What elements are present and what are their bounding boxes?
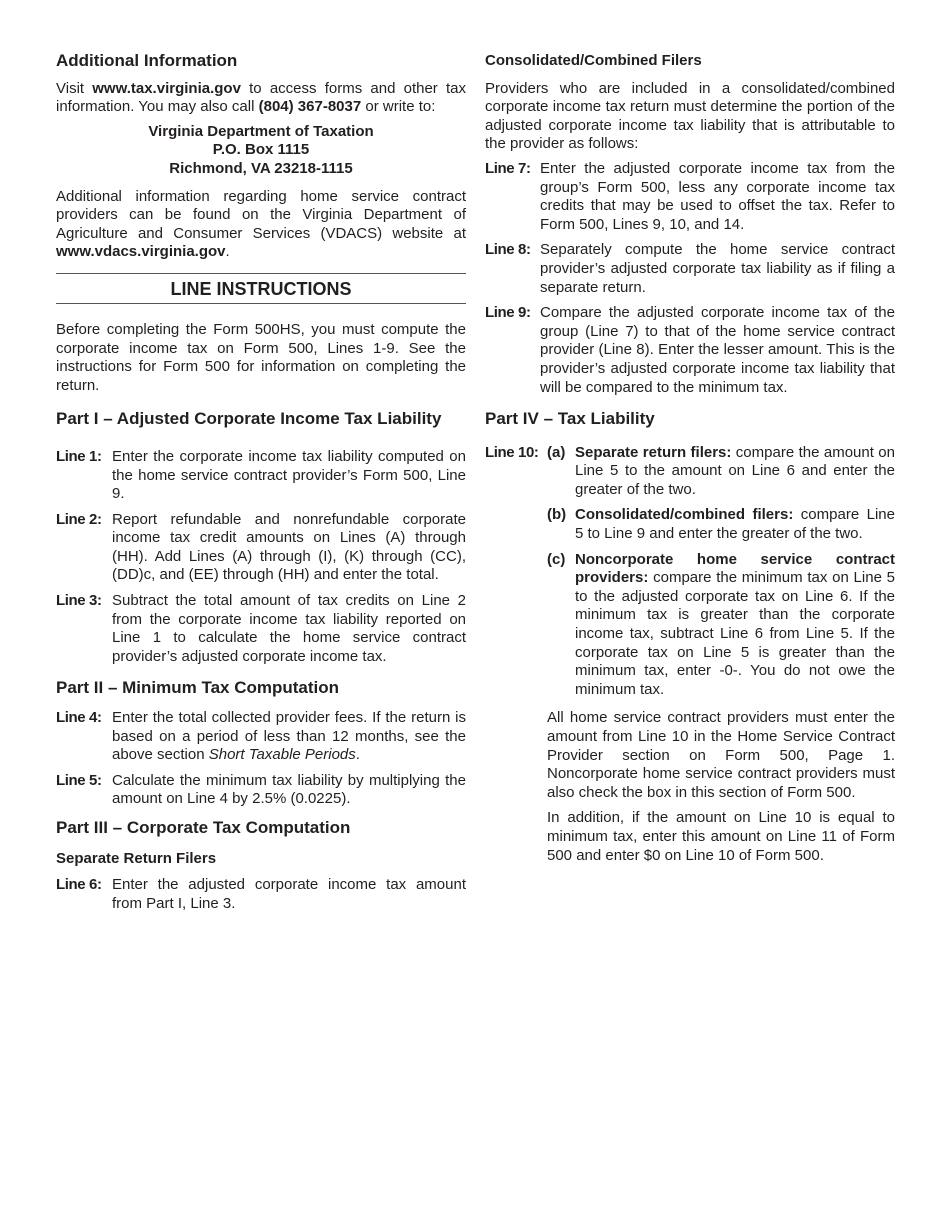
consolidated-intro: Providers who are included in a consolidated/combined corporate income tax return must determine the portion of the adjusted corporate income tax liability that is attributable to the provider as follows: (485, 79, 895, 153)
in-addition-paragraph: In addition, if the amount on Line 10 is equal to minimum tax, enter this amount on Line 11 of Form 500 and enter $0 on Line 10 of Form 500. (547, 809, 895, 864)
line-1-instruction: Line 1: Enter the corporate income tax liability computed on the home service contract provider’s Form 500, Line 9. (56, 447, 466, 503)
part-4-heading: Part IV – Tax Liability (485, 409, 655, 429)
vdacs-website-link[interactable]: www.vdacs.virginia.gov (56, 243, 226, 261)
address-line-2: P.O. Box 1115 (212, 141, 310, 159)
line-5-instruction: Line 5: Calculate the minimum tax liability by multiplying the amount on Line 4 by 2.5% (0.0225). (56, 771, 466, 808)
right-column (485, 50, 895, 865)
separate-return-filers-heading: Separate Return Filers (56, 849, 217, 867)
line-6-instruction: Line 6: Enter the adjusted corporate income tax amount from Part I, Line 3. (56, 876, 466, 912)
line-10-option-a: (a) Separate return filers: compare the amount on Line 5 to the amount on Line 6 and enter the greater of the two. (547, 443, 895, 498)
line-instructions-heading: LINE INSTRUCTIONS (170, 278, 352, 299)
line-7-instruction: Line 7: Enter the adjusted corporate income tax from the group’s Form 500, less any corporate income tax credits that may be used to offset the tax. Refer to Form 500, Lines 9, 10, and 14. (485, 159, 895, 233)
line-10-option-b: (b) Consolidated/combined filers: compare Line 5 to Line 9 and enter the greater of the two. (547, 506, 895, 543)
line-3-instruction: Line 3: Subtract the total amount of tax credits on Line 2 from the corporate income tax liability reported on Line 1 to calculate the home service contract provider’s adjusted corporate income tax. (56, 592, 466, 665)
all-providers-paragraph: All home service contract providers must enter the amount from Line 10 in the Home Service Contract Provider section on Form 500, Page 1. Noncorporate home service contract providers must also check the box in this section of Form 500. (547, 709, 895, 801)
consolidated-filers-heading: Consolidated/Combined Filers (485, 52, 702, 69)
part-3-heading: Part III – Corporate Tax Computation (56, 818, 351, 837)
line-10-option-c: (c) Noncorporate home service contract providers: compare the minimum tax on Line 5 to the adjusted corporate tax on Line 6. If the minimum tax is greater than the corporate income tax, subtract Line 6 from Line 5. If the corporate tax on Line 5 is greater than the minimum tax, enter -0-. You do not owe the minimum tax. (547, 550, 895, 698)
line-2-instruction: Line 2: Report refundable and nonrefundable corporate income tax credit amounts on Lines (A) through (HH). Add Lines (A) through (I), (K) through (CC), (DD)c, and (EE) through (HH) and enter the total. (56, 510, 466, 584)
part-1-heading: Part I – Adjusted Corporate Income Tax Liability (56, 409, 442, 429)
tax-website-link[interactable]: www.tax.virginia.gov (92, 79, 241, 97)
line-9-instruction: Line 9: Compare the adjusted corporate income tax of the group (Line 7) to that of the home service contract provider (Line 8). Enter the lesser amount. This is the provider’s adjusted corporate income tax liability that will be compared to the minimum tax. (485, 304, 895, 396)
phone-number: (804) 367-8037 (258, 98, 362, 116)
vdacs-paragraph: Additional information regarding home service contract providers can be found on the Virginia Department of Agriculture and Consumer Services (VDACS) website at www.vdacs.virginia.gov. (56, 187, 466, 261)
visit-paragraph: Visit www.tax.virginia.gov to access forms and other tax information. You may also call (804) 367-8037 or write to: (56, 79, 466, 116)
mailing-address (56, 123, 466, 179)
bottom-rule (56, 303, 466, 304)
address-line-1: Virginia Department of Taxation (148, 122, 374, 140)
additional-information-heading: Additional Information (56, 51, 238, 70)
intro-paragraph: Before completing the Form 500HS, you must compute the corporate income tax on Form 500, Lines 1-9. See the instructions for Form 500 for information on completing the return. (56, 320, 466, 394)
line-10-instruction: Line 10: (a) Separate return filers: compare the amount on Line 5 to the amount on Line 6 and enter the greater of the two. (b) Consolidated/combined filers: compare Line 5 to Line 9 and enter the greater of the two. (c) Noncorporate home service contract providers: compare the minimum tax on Line 5 to the adjusted corporate tax on Line 6. If the minimum tax is greater than the corporate income tax, subtract Line 6 from Line 5. If the corporate tax on Line 5 is greater than the minimum tax, enter -0-. You do not owe the minimum tax. (485, 443, 895, 698)
address-line-3: Richmond, VA 23218-1115 (169, 159, 353, 177)
part-2-heading: Part II – Minimum Tax Computation (56, 678, 340, 698)
line-4-instruction: Line 4: Enter the total collected provider fees. If the return is based on a period of less than 12 months, see the above section Short Taxable Periods. (56, 709, 466, 764)
left-column (56, 50, 466, 913)
top-rule (56, 273, 466, 274)
line-8-instruction: Line 8: Separately compute the home service contract provider’s adjusted corporate tax liability as if filing a separate return. (485, 241, 895, 296)
